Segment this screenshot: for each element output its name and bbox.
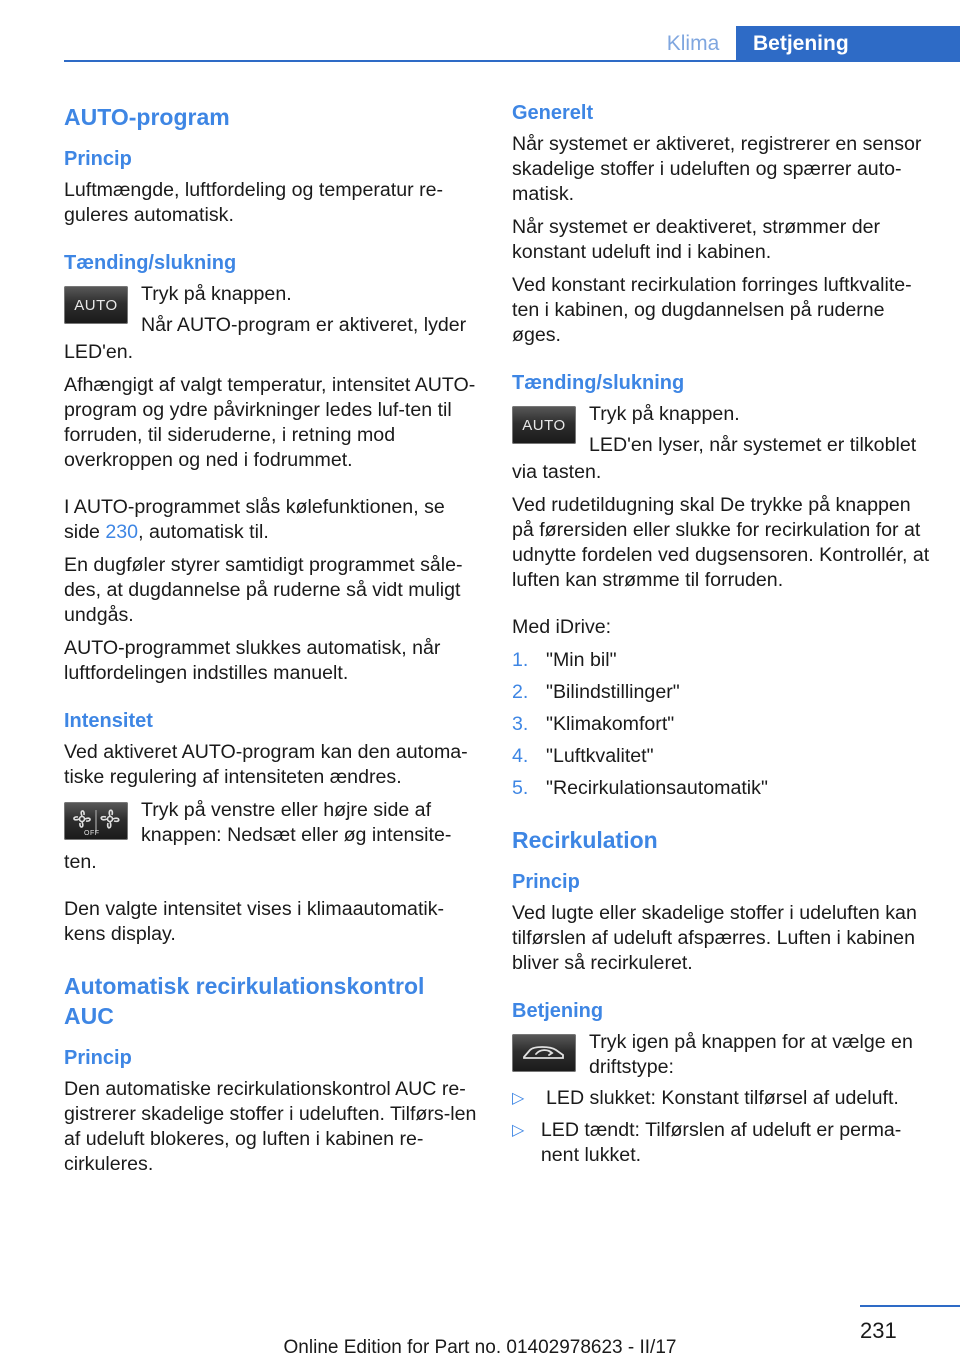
fan-icon xyxy=(66,804,126,838)
paragraph: LED'en. xyxy=(64,341,134,363)
paragraph: Den valgte intensitet vises i klimaautomatik‐kens display. xyxy=(64,898,445,945)
right-column xyxy=(512,100,932,1176)
left-column xyxy=(64,100,479,1185)
subheading-princip: Princip xyxy=(64,1047,132,1069)
list-item: ▷ LED tændt: Tilførslen af udeluft er perma‐nent lukket. xyxy=(512,1119,902,1166)
paragraph: Den automatiske recirkulationskontrol AUC re‐gistrerer skadelige stoffer i udeluften. Tilførs‐len af udeluft blokeres, og luften i kabinen re‐cirkuleres. xyxy=(64,1078,477,1175)
page-link[interactable]: 230 xyxy=(105,521,139,543)
paragraph: Når systemet er deaktiveret, strømmer der konstant udeluft ind i kabinen. xyxy=(512,216,881,263)
bullet-triangle-icon: ▷ xyxy=(512,1090,525,1107)
section-title-auc: Automatisk recirkulationskontrol AUC xyxy=(64,973,425,1029)
paragraph: Tryk på knappen. xyxy=(141,283,292,305)
paragraph: Tryk på venstre eller højre side af knappen: Nedsæt eller øg intensite‐ xyxy=(141,799,452,846)
car-recirculation-icon xyxy=(516,1038,572,1068)
button-instruction xyxy=(512,402,932,458)
list-item: ▷ LED slukket: Konstant tilførsel af udeluft. xyxy=(512,1087,899,1109)
paragraph: Ved konstant recirkulation forringes luftkvalite‐ten i kabinen, og dugdannelsen på ruderne øges. xyxy=(512,274,912,346)
bullet-triangle-icon: ▷ xyxy=(512,1122,525,1139)
button-instruction xyxy=(512,1030,932,1080)
header-rule xyxy=(64,60,960,62)
paragraph: Luftmængde, luftfordeling og temperatur re‐guleres automatisk. xyxy=(64,179,444,226)
paragraph: Tryk på knappen. xyxy=(589,403,740,425)
paragraph: Med iDrive: xyxy=(512,616,612,638)
tab-klima[interactable]: Klima xyxy=(666,32,720,55)
subheading-princip: Princip xyxy=(64,148,132,170)
button-instruction xyxy=(64,282,479,338)
page-number: 231 xyxy=(860,1318,897,1343)
operation-modes xyxy=(512,1086,932,1168)
paragraph: I AUTO-programmet slås kølefunktionen, se side 230, automatisk til. xyxy=(64,496,445,543)
fan-off-label: OFF xyxy=(84,830,100,837)
subheading-princip: Princip xyxy=(512,871,580,893)
list-item: 2. "Bilindstillinger" xyxy=(512,681,680,703)
paragraph: Ved lugte eller skadelige stoffer i udeluften kan tilførslen af udeluft afspærres. Luften i kabinen bliver så recirkuleret. xyxy=(512,902,917,974)
recirculation-button-icon xyxy=(512,1034,576,1072)
paragraph: ten. xyxy=(64,851,97,873)
list-item: 4. "Luftkvalitet" xyxy=(512,745,654,767)
paragraph: AUTO-programmet slukkes automatisk, når luftfordelingen indstilles manuelt. xyxy=(64,637,441,684)
footer-edition: Online Edition for Part no. 01402978623 - II/17 xyxy=(283,1337,677,1358)
subheading-taending: Tænding/slukning xyxy=(512,372,685,394)
list-item: 3. "Klimakomfort" xyxy=(512,713,675,735)
subheading-taending: Tænding/slukning xyxy=(64,252,237,274)
subheading-generelt: Generelt xyxy=(512,102,594,124)
list-item: 1. "Min bil" xyxy=(512,649,617,671)
paragraph: Når systemet er aktiveret, registrerer en sensor skadelige stoffer i udeluften og spærrer auto‐matisk. xyxy=(512,133,922,205)
auto-button-icon: AUTO xyxy=(64,286,128,324)
button-instruction xyxy=(64,798,479,848)
section-title-recirkulation: Recirkulation xyxy=(512,827,658,853)
paragraph: Ved aktiveret AUTO-program kan den automa‐tiske regulering af intensiteten ændres. xyxy=(64,741,468,788)
auto-button-icon: AUTO xyxy=(512,406,576,444)
list-item: 5. "Recirkulationsautomatik" xyxy=(512,777,768,799)
tab-betjening[interactable]: Betjening xyxy=(736,26,960,61)
idrive-steps xyxy=(512,648,932,801)
paragraph: via tasten. xyxy=(512,461,602,483)
subheading-betjening: Betjening xyxy=(512,1000,604,1022)
page-number-rule xyxy=(860,1305,960,1307)
paragraph: Tryk igen på knappen for at vælge en driftstype: xyxy=(589,1031,913,1078)
paragraph: Afhængigt af valgt temperatur, intensitet AUTO-program og ydre påvirkninger ledes luf‐ten til forruden, til sideruderne, i retning mod overkroppen og ned i fodrummet. xyxy=(64,374,476,471)
fan-button-icon xyxy=(64,802,128,840)
section-title-auto-program: AUTO-program xyxy=(64,104,230,130)
paragraph: En dugføler styrer samtidigt programmet såle‐des, at dugdannelse på ruderne så vidt muligt undgås. xyxy=(64,554,463,626)
paragraph: Ved rudetildugning skal De trykke på knappen på førersiden eller slukke for recirkulation for at udnytte fordelen ved dugsensoren. Kontrollér, at luften kan strømme til forruden. xyxy=(512,494,930,591)
subheading-intensitet: Intensitet xyxy=(64,710,153,732)
paragraph: Når AUTO-program er aktiveret, lyder xyxy=(141,314,467,336)
paragraph: LED'en lyser, når systemet er tilkoblet xyxy=(589,434,917,456)
